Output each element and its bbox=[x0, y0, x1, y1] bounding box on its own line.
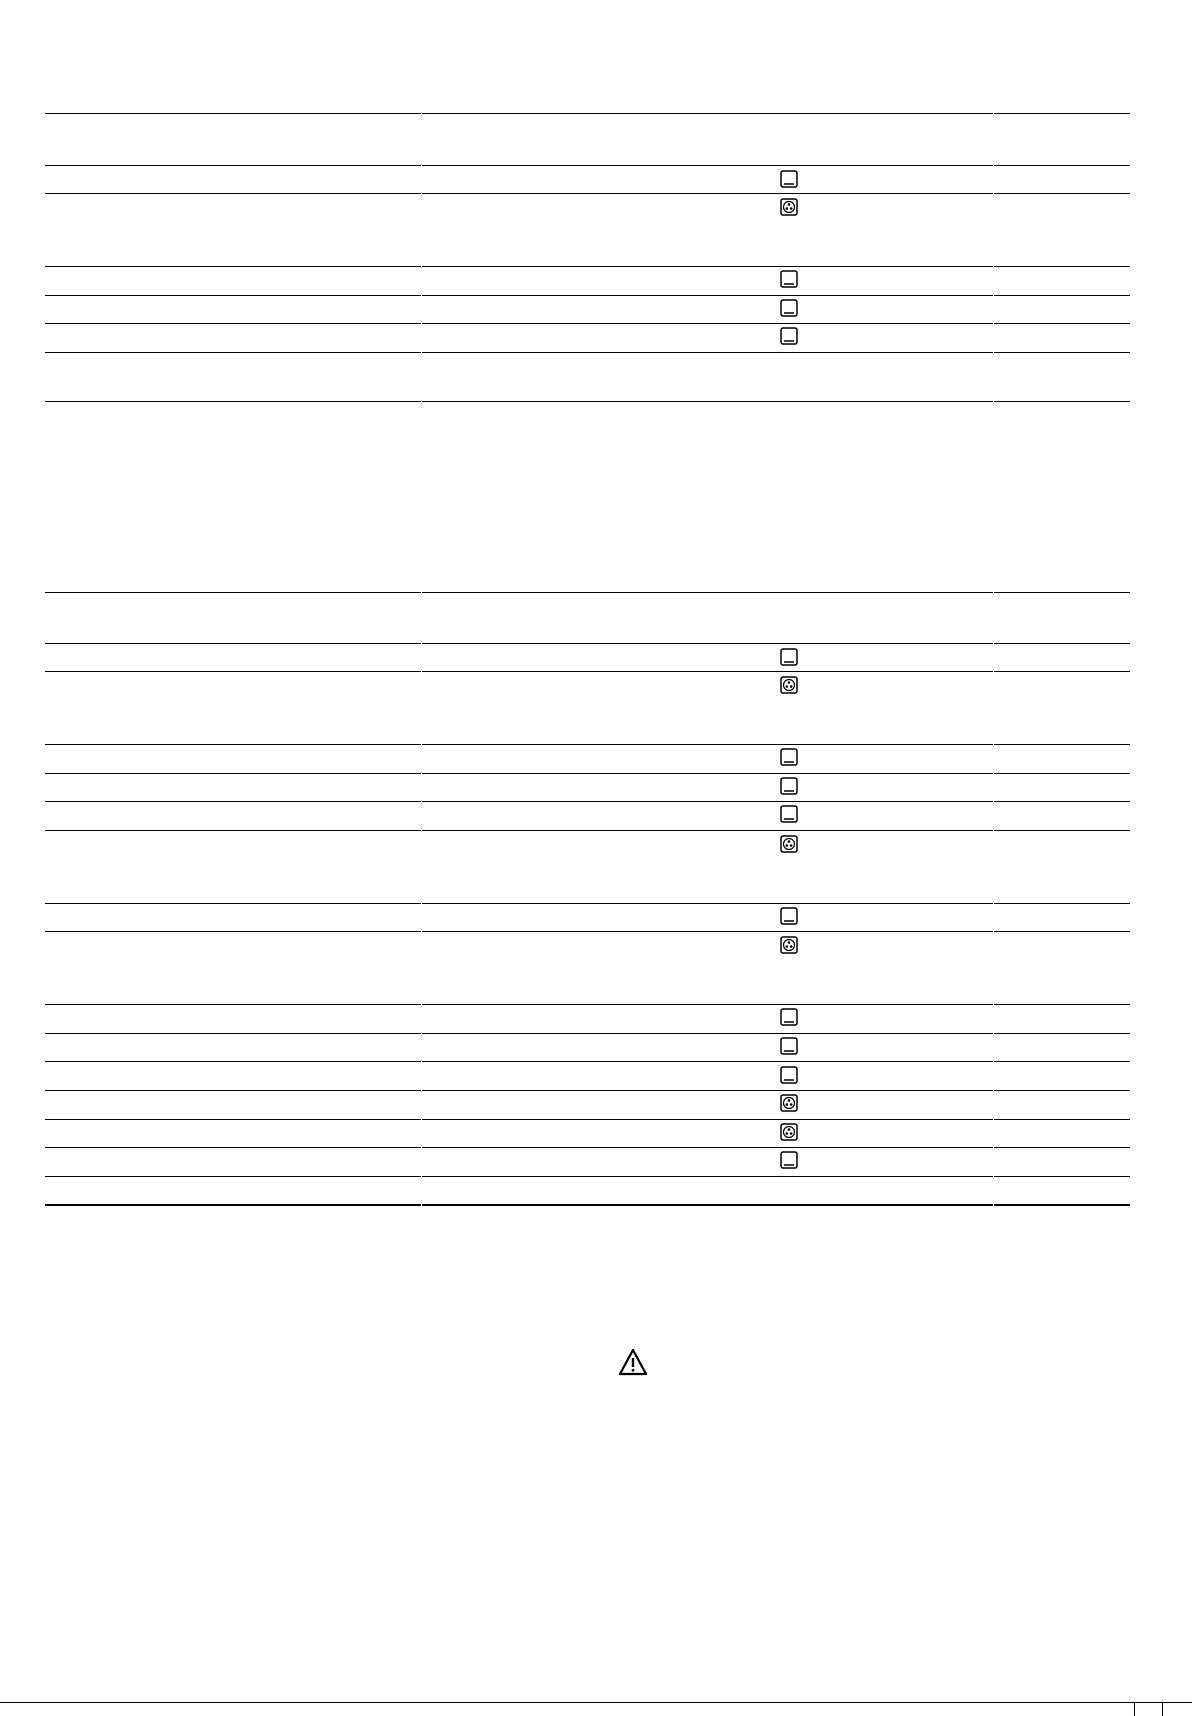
column-gap bbox=[993, 108, 994, 408]
top-bottom-heat-icon bbox=[779, 169, 799, 189]
table-rule bbox=[45, 931, 1130, 932]
table-rule bbox=[45, 401, 1130, 402]
footer-rule bbox=[0, 1702, 1192, 1703]
top-bottom-heat-icon bbox=[779, 298, 799, 318]
column-gap bbox=[993, 587, 994, 1207]
table-rule bbox=[45, 266, 1130, 267]
table-rule bbox=[45, 323, 1130, 324]
column-gap bbox=[421, 587, 422, 1207]
warning-icon bbox=[618, 1348, 648, 1376]
table-rule bbox=[45, 1061, 1130, 1062]
table-rule bbox=[45, 1004, 1130, 1005]
table-rule-bottom bbox=[45, 1204, 1130, 1206]
table-rule bbox=[45, 903, 1130, 904]
top-bottom-heat-icon bbox=[779, 269, 799, 289]
table-rule bbox=[45, 165, 1130, 166]
table-rule bbox=[45, 193, 1130, 194]
table-rule bbox=[45, 643, 1130, 644]
top-bottom-heat-icon bbox=[779, 1150, 799, 1170]
top-bottom-heat-icon bbox=[779, 906, 799, 926]
top-bottom-heat-icon bbox=[779, 804, 799, 824]
hot-air-fan-icon bbox=[779, 935, 799, 955]
table-rule bbox=[45, 1176, 1130, 1177]
top-bottom-heat-icon bbox=[779, 776, 799, 796]
top-bottom-heat-icon bbox=[779, 1007, 799, 1027]
footer-tick bbox=[1134, 1702, 1135, 1716]
hot-air-fan-icon bbox=[779, 834, 799, 854]
top-bottom-heat-icon bbox=[779, 326, 799, 346]
table-rule bbox=[45, 1119, 1130, 1120]
hot-air-fan-icon bbox=[779, 1093, 799, 1113]
table-rule bbox=[45, 295, 1130, 296]
column-gap bbox=[421, 108, 422, 408]
top-bottom-heat-icon bbox=[779, 747, 799, 767]
table-rule bbox=[45, 801, 1130, 802]
table-rule bbox=[45, 1033, 1130, 1034]
top-bottom-heat-icon bbox=[779, 1036, 799, 1056]
table-rule bbox=[45, 744, 1130, 745]
table-rule bbox=[45, 113, 1130, 114]
table-rule bbox=[45, 1147, 1130, 1148]
hot-air-fan-icon bbox=[779, 675, 799, 695]
table-rule bbox=[45, 592, 1130, 593]
hot-air-fan-icon bbox=[779, 197, 799, 217]
table-rule bbox=[45, 830, 1130, 831]
table-rule bbox=[45, 671, 1130, 672]
hot-air-fan-icon bbox=[779, 1122, 799, 1142]
footer-tick bbox=[1162, 1702, 1163, 1716]
top-bottom-heat-icon bbox=[779, 1065, 799, 1085]
table-rule bbox=[45, 1090, 1130, 1091]
table-rule bbox=[45, 773, 1130, 774]
top-bottom-heat-icon bbox=[779, 647, 799, 667]
table-rule bbox=[45, 352, 1130, 353]
